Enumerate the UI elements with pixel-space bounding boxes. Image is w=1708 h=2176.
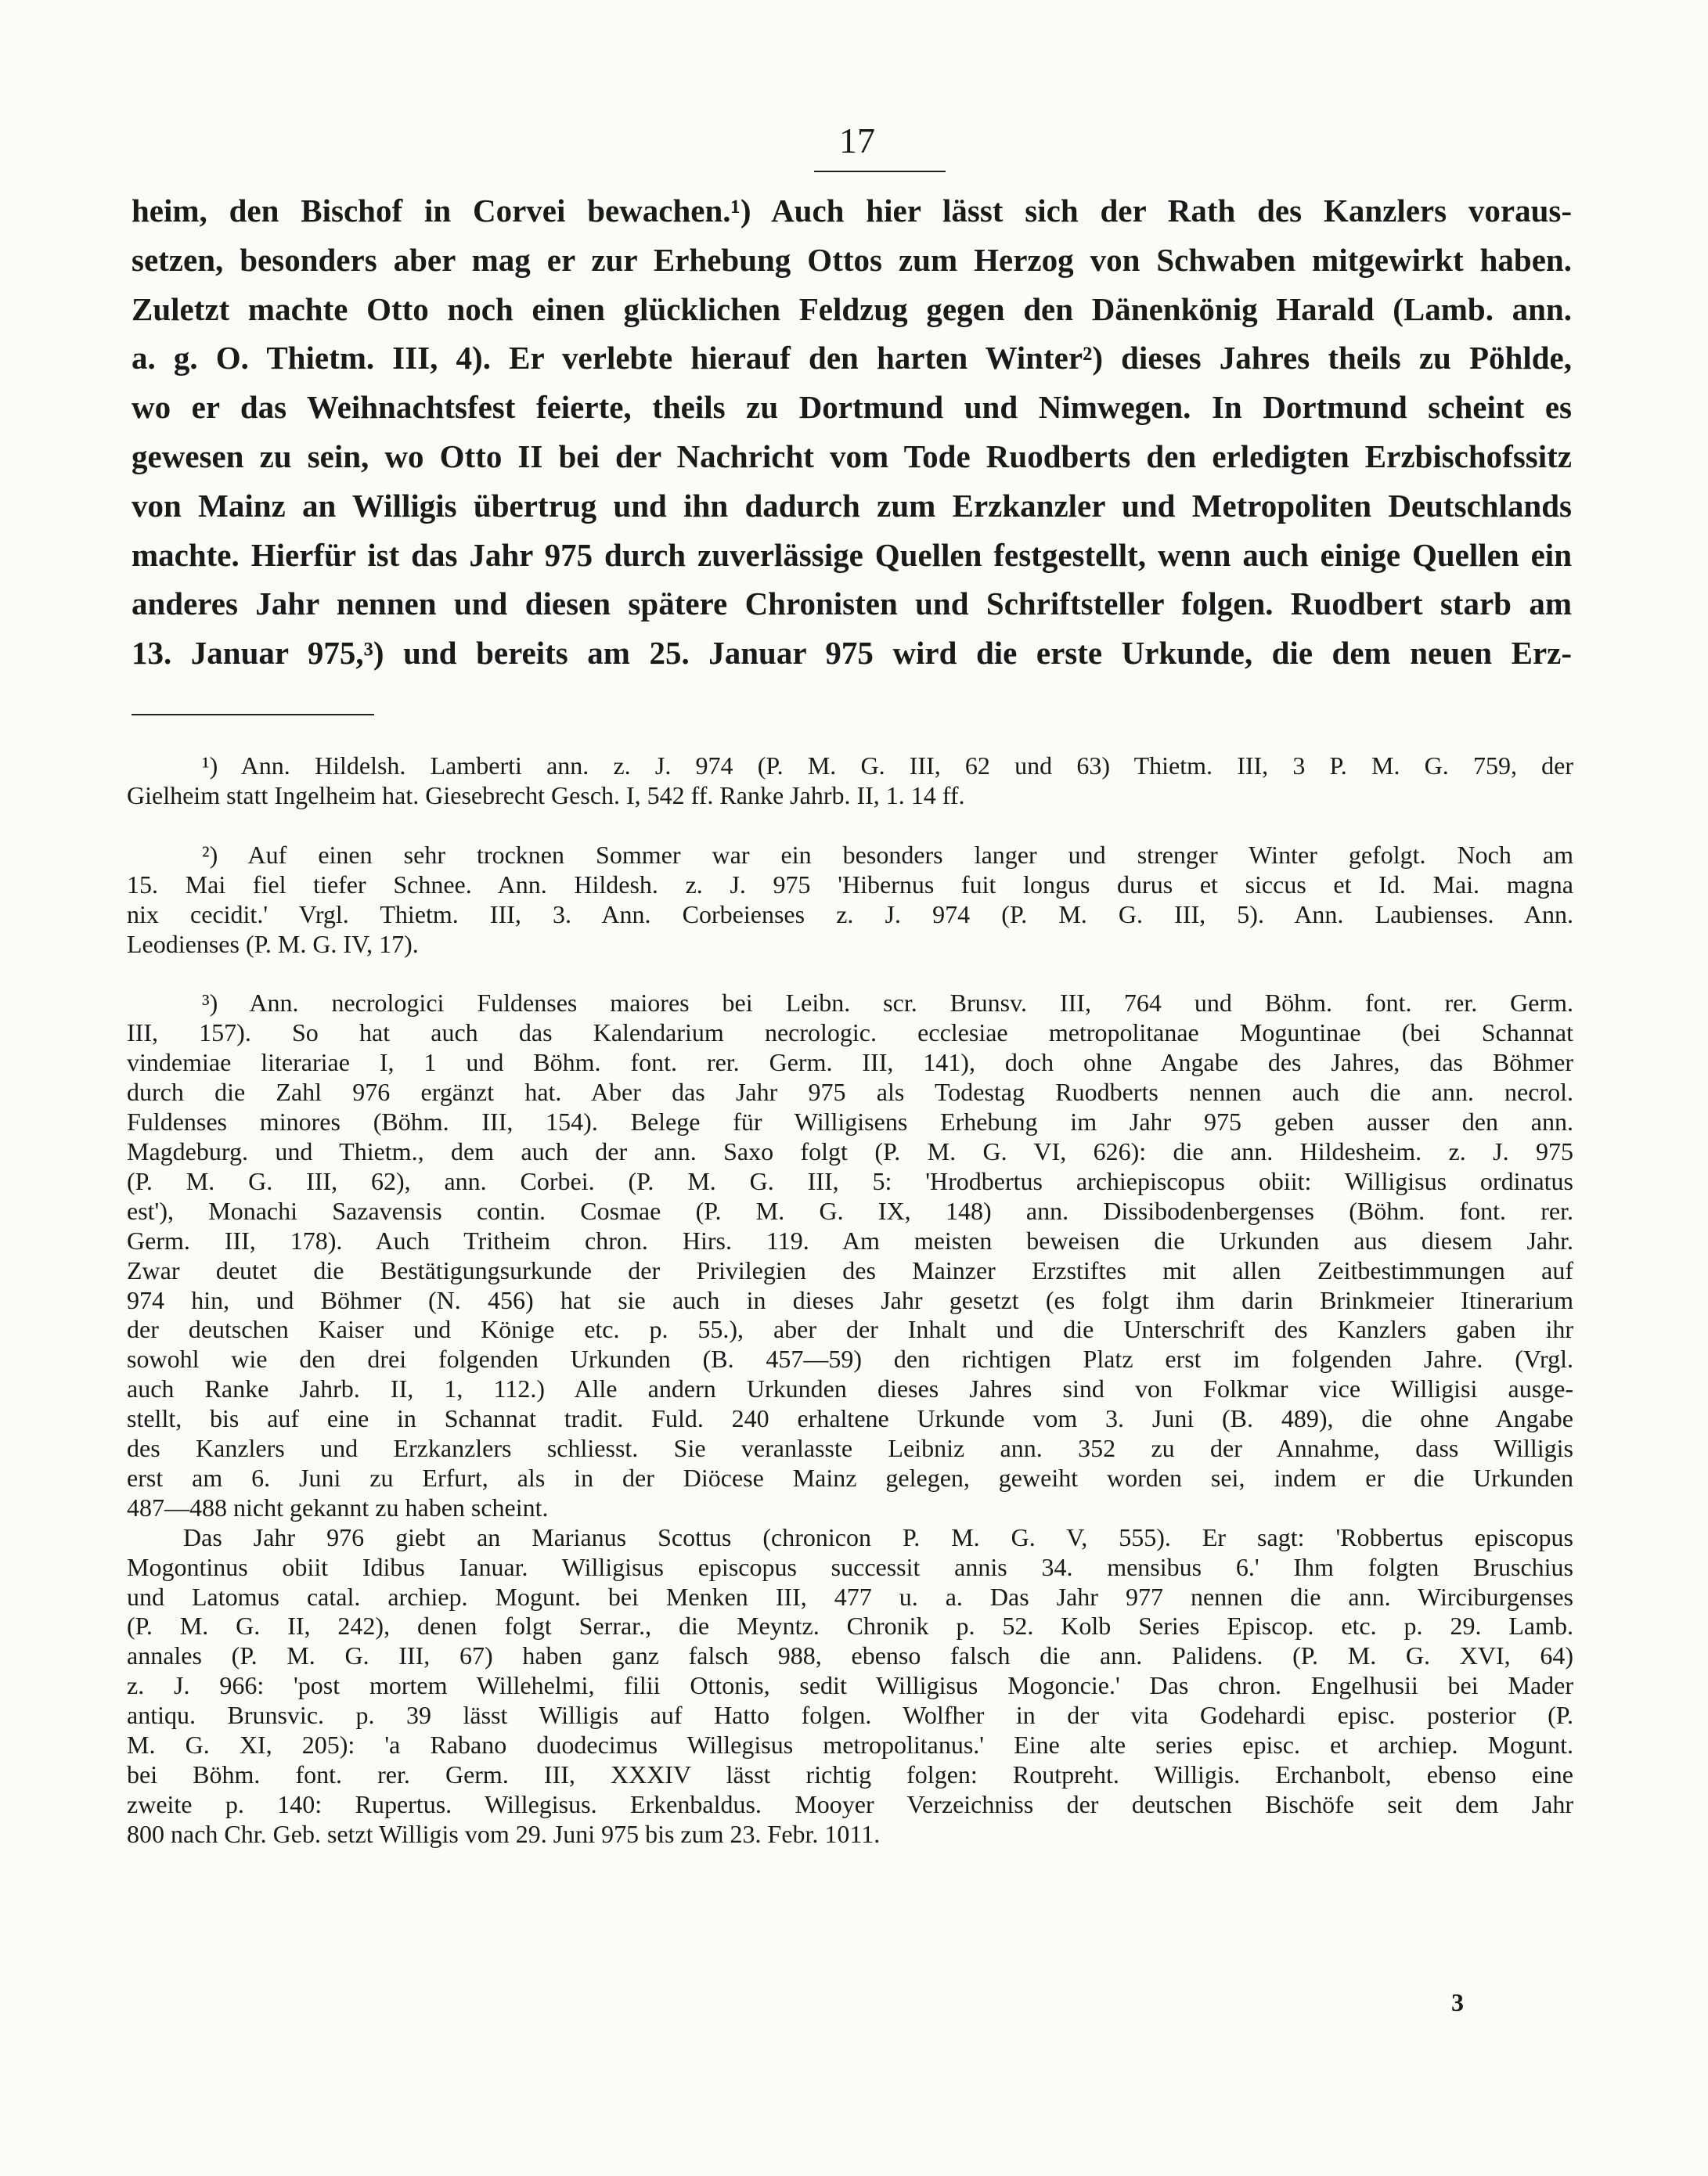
body-line: von Mainz an Willigis übertrug und ihn dadurch zum Erzkanzler und Metropoliten Deutschlands [132,487,1572,524]
footnote-line: ³) Ann. necrologici Fuldenses maiores bei Leibn. scr. Brunsv. III, 764 und Böhm. font. rer. Germ. [202,989,1573,1018]
body-line: anderes Jahr nennen und diesen spätere Chronisten und Schriftsteller folgen. Ruodbert starb am [132,585,1572,622]
footnote-line: Leodienses (P. M. G. IV, 17). [127,929,419,958]
footnote-line: Magdeburg. und Thietm., dem auch der ann. Saxo folgt (P. M. G. VI, 626): die ann. Hildesheim. z. J. 975 [127,1137,1573,1165]
footnote-3 [127,989,1573,1849]
footnote-line: vindemiae literariae I, 1 und Böhm. font. rer. Germ. III, 141), doch ohne Angabe des Jahres, das Böhmer [127,1048,1573,1077]
signature-mark: 3 [1451,1988,1464,2016]
footnote-line: (P. M. G. II, 242), denen folgt Serrar., die Meyntz. Chronik p. 52. Kolb Series Episcop. etc. p. 29. Lamb. [127,1612,1573,1641]
body-line: gewesen zu sein, wo Otto II bei der Nachricht vom Tode Ruodberts den erledigten Erzbischofssitz [132,438,1572,474]
footnote-line: antiqu. Brunsvic. p. 39 lässt Willigis auf Hatto folgen. Wolfher in der vita Godehardi episc. posterior (P. [127,1701,1573,1730]
footnote-line: M. G. XI, 205): 'a Rabano duodecimus Willegisus metropolitanus.' Eine alte series episc. et archiep. Mogunt. [127,1731,1573,1760]
footnote-line: 800 nach Chr. Geb. setzt Willigis vom 29. Juni 975 bis zum 23. Febr. 1011. [127,1819,881,1848]
body-line: a. g. O. Thietm. III, 4). Er verlebte hierauf den harten Winter²) dieses Jahres theils zu Pöhlde, [132,340,1572,376]
body-line: 13. Januar 975,³) und bereits am 25. Januar 975 wird die erste Urkunde, die dem neuen Erz- [132,635,1572,672]
footnote-line: 974 hin, und Böhmer (N. 456) hat sie auch in dieses Jahr gesetzt (es folgt ihm darin Brinkmeier Itinerarium [127,1285,1573,1314]
footnote-line: Zwar deutet die Bestätigungsurkunde der Privilegien des Mainzer Erzstiftes mit allen Zeitbestimmungen auf [127,1256,1573,1284]
footnote-line: (P. M. G. III, 62), ann. Corbei. (P. M. G. III, 5: 'Hrodbertus archiepiscopus obiit: Willigisus ordinatus [127,1166,1573,1195]
footnote-line: ²) Auf einen sehr trocknen Sommer war ein besonders langer und strenger Winter gefolgt. Noch am [202,840,1573,869]
body-line: Zuletzt machte Otto noch einen glücklichen Feldzug gegen den Dänenkönig Harald (Lamb. ann. [132,290,1572,327]
footnote-line: est'), Monachi Sazavensis contin. Cosmae (P. M. G. IX, 148) ann. Dissibodenbergenses (Böhm. font. rer. [127,1196,1573,1225]
body-line: machte. Hierfür ist das Jahr 975 durch zuverlässige Quellen festgestellt, wenn auch einige Quellen ein [132,536,1572,573]
footnote-1 [127,751,1573,811]
footnote-line: ¹) Ann. Hildelsh. Lamberti ann. z. J. 974 (P. M. G. III, 62 und 63) Thietm. III, 3 P. M. G. 759, der [202,751,1573,780]
footnotes [127,751,1573,1850]
footnote-line: auch Ranke Jahrb. II, 1, 112.) Alle andern Urkunden dieses Jahres sind von Folkmar vice Willigisi ausge- [127,1374,1573,1403]
footnote-line: 487—488 nicht gekannt zu haben scheint. [127,1493,549,1522]
footnote-line: des Kanzlers und Erzkanzlers schliesst. Sie veranlasste Leibniz ann. 352 zu der Annahme, dass Willigis [127,1434,1573,1463]
footnote-line: der deutschen Kaiser und Könige etc. p. 55.), aber der Inhalt und die Unterschrift des Kanzlers gaben ihr [127,1315,1573,1344]
footnote-line: und Latomus catal. archiep. Mogunt. bei Menken III, 477 u. a. Das Jahr 977 nennen die ann. Wirciburgenses [127,1582,1573,1611]
footnote-line: Mogontinus obiit Idibus Ianuar. Willigisus episcopus successit annis 34. mensibus 6.' Ihm folgten Bruschius [127,1552,1573,1581]
footnote-line: stellt, bis auf eine in Schannat tradit. Fuld. 240 erhaltene Urkunde vom 3. Juni (B. 489), die ohne Angabe [127,1404,1573,1433]
footnote-line: 15. Mai fiel tiefer Schnee. Ann. Hildesh. z. J. 975 'Hibernus fuit longus durus et siccus et Id. Mai. magna [127,870,1573,899]
body-line: wo er das Weihnachtsfest feierte, theils zu Dortmund und Nimwegen. In Dortmund scheint es [132,389,1572,426]
footnote-line: Das Jahr 976 giebt an Marianus Scottus (chronicon P. M. G. V, 555). Er sagt: 'Robbertus episcopus [183,1522,1573,1551]
footnote-line: zweite p. 140: Rupertus. Willegisus. Erkenbaldus. Mooyer Verzeichniss der deutschen Bischöfe seit dem Jahr [127,1789,1573,1818]
page-number-rule [814,171,946,172]
footnote-separator [132,714,374,715]
footnote-line: Gielheim statt Ingelheim hat. Giesebrecht Gesch. I, 542 ff. Ranke Jahrb. II, 1. 14 ff. [127,780,965,809]
body-line: setzen, besonders aber mag er zur Erhebung Ottos zum Herzog von Schwaben mitgewirkt haben. [132,241,1572,278]
page-number: 17 [839,121,875,160]
footnote-line: bei Böhm. font. rer. Germ. III, XXXIV lässt richtig folgen: Routpreht. Willigis. Erchanbolt, ebenso eine [127,1760,1573,1789]
footnote-line: erst am 6. Juni zu Erfurt, als in der Diöcese Mainz gelegen, geweiht worden sei, indem er die Urkunden [127,1463,1573,1492]
footnote-line: durch die Zahl 976 ergänzt hat. Aber das Jahr 975 als Todestag Ruodberts nennen auch die ann. necrol. [127,1078,1573,1107]
footnote-line: III, 157). So hat auch das Kalendarium necrologic. ecclesiae metropolitanae Moguntinae (bei Schannat [127,1018,1573,1047]
footnote-line: z. J. 966: 'post mortem Willehelmi, filii Ottonis, sedit Willigisus Mogoncie.' Das chron. Engelhusii bei Mader [127,1671,1573,1700]
body-line: heim, den Bischof in Corvei bewachen.¹) Auch hier lässt sich der Rath des Kanzlers voraus- [132,193,1572,229]
footnote-line: Fuldenses minores (Böhm. III, 154). Belege für Willigisens Erhebung im Jahr 975 geben ausser den ann. [127,1108,1573,1137]
footnote-line: annales (P. M. G. III, 67) haben ganz falsch 988, ebenso falsch die ann. Palidens. (P. M. G. XVI, 64) [127,1641,1573,1670]
footnote-line: Germ. III, 178). Auch Tritheim chron. Hirs. 119. Am meisten beweisen die Urkunden aus diesem Jahr. [127,1226,1573,1255]
body-text [132,186,1572,678]
footnote-line: nix cecidit.' Vrgl. Thietm. III, 3. Ann. Corbeienses z. J. 974 (P. M. G. III, 5). Ann. Laubienses. Ann. [127,899,1573,928]
footnote-2 [127,841,1573,960]
footnote-line: sowohl wie den drei folgenden Urkunden (B. 457—59) den richtigen Platz erst im folgenden Jahre. (Vrgl. [127,1345,1573,1374]
